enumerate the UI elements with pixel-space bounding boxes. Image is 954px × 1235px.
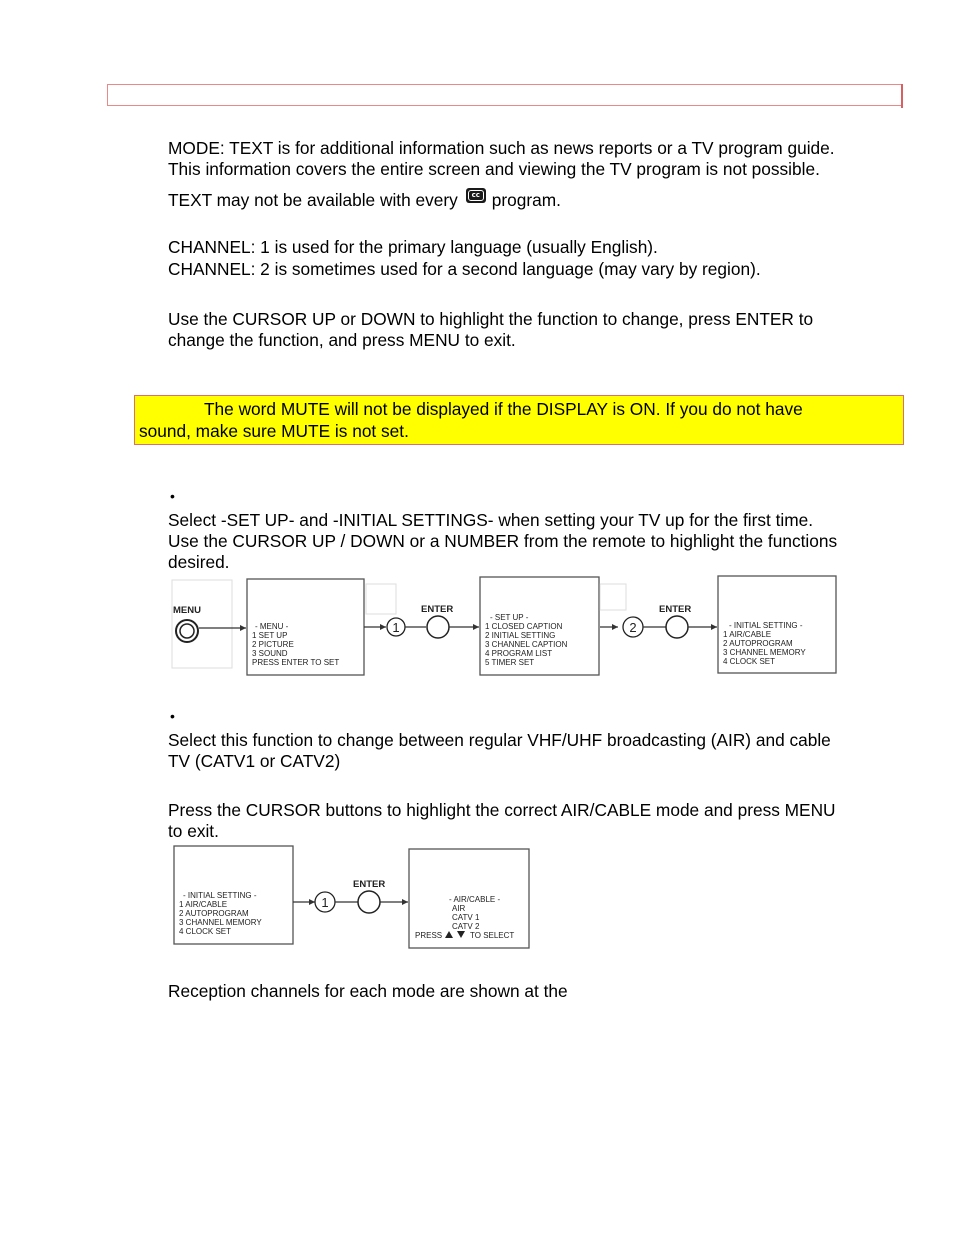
menu-box-line: - MENU - [255,622,289,631]
press-cursor-line-1: Press the CURSOR buttons to highlight the correct AIR/CABLE mode and press MENU [168,800,836,820]
bullet-icon: • [170,488,175,504]
initial-box-line: 2 AUTOPROGRAM [723,639,793,648]
press-cursor-line-2: to exit. [168,821,219,841]
air-cable-diagram [168,842,538,954]
text-mode-line-3: TEXT may not be available with every cc program. [168,190,561,210]
aircable-box-line: CATV 2 [452,922,480,931]
enter-label: ENTER [353,879,386,890]
initial-box-line: 3 CHANNEL MEMORY [723,648,806,657]
setup-text-line-1: Select -SET UP- and -INITIAL SETTINGS- when setting your TV up for the first time. [168,510,814,530]
menu-box-line: PRESS ENTER TO SET [252,658,340,667]
initial-box-line: 4 CLOCK SET [723,657,776,666]
step-1-label: 1 [392,620,400,635]
channel-1-text: CHANNEL: 1 is used for the primary language (usually English). [168,237,658,257]
menu-button-label: MENU [173,605,201,616]
menu-box-line: 1 SET UP [252,631,288,640]
text-mode-line-2: This information covers the entire screen and viewing the TV program is not possible. [168,159,820,179]
cursor-instruction-line-1: Use the CURSOR UP or DOWN to highlight the function to change, press ENTER to [168,309,814,329]
aircable-box-line: CATV 1 [452,913,480,922]
mute-note [134,395,904,445]
enter-button-icon [666,616,688,638]
initial-box-line: 4 CLOCK SET [179,927,232,936]
aircable-box-line: AIR [452,904,466,913]
initial-box-line: 1 AIR/CABLE [723,630,772,639]
setup-text-line-2: Use the CURSOR UP / DOWN or a NUMBER from the remote to highlight the functions [168,531,838,551]
step-1-label: 1 [321,895,329,910]
menu-box-line: 3 SOUND [252,649,288,658]
bullet-icon: • [170,708,175,724]
to-select-label: TO SELECT [470,931,515,940]
initial-box-line: - INITIAL SETTING - [183,891,257,900]
enter-button-icon [358,891,380,913]
setup-box-line: - SET UP - [490,613,529,622]
initial-box-line: - INITIAL SETTING - [729,621,803,630]
initial-box-line: 3 CHANNEL MEMORY [179,918,262,927]
step-2-label: 2 [629,620,637,635]
initial-box-line: 2 AUTOPROGRAM [179,909,249,918]
setup-box-line: 3 CHANNEL CAPTION [485,640,568,649]
enter-label: ENTER [421,604,454,615]
setup-menu-diagram [168,572,843,682]
section-header-bar [107,84,903,106]
mute-note-line-1: The word MUTE will not be displayed if the DISPLAY is ON. If you do not have [204,399,803,419]
channel-2-text: CHANNEL: 2 is sometimes used for a second language (may vary by region). [168,259,761,279]
text-mode-line-1: MODE: TEXT is for additional information such as news reports or a TV program guide. [168,138,835,158]
setup-box-line: 2 INITIAL SETTING [485,631,556,640]
setup-box-line: 4 PROGRAM LIST [485,649,553,658]
press-label: PRESS [415,931,443,940]
cursor-instruction-line-2: change the function, and press MENU to exit. [168,330,516,350]
setup-text-line-3: desired. [168,552,230,572]
initial-box-line: 1 AIR/CABLE [179,900,228,909]
menu-box-line: 2 PICTURE [252,640,294,649]
mute-note-line-2: sound, make sure MUTE is not set. [139,420,409,441]
setup-box-line: 1 CLOSED CAPTION [485,622,563,631]
aircable-box-line: - AIR/CABLE - [449,895,501,904]
setup-box-line: 5 TIMER SET [485,658,535,667]
cc-icon: cc [466,188,486,203]
enter-button-icon [427,616,449,638]
aircable-text-line-1: Select this function to change between regular VHF/UHF broadcasting (AIR) and cable [168,730,831,750]
reception-text: Reception channels for each mode are shown at the [168,981,568,1001]
enter-label: ENTER [659,604,692,615]
aircable-text-line-2: TV (CATV1 or CATV2) [168,751,341,771]
